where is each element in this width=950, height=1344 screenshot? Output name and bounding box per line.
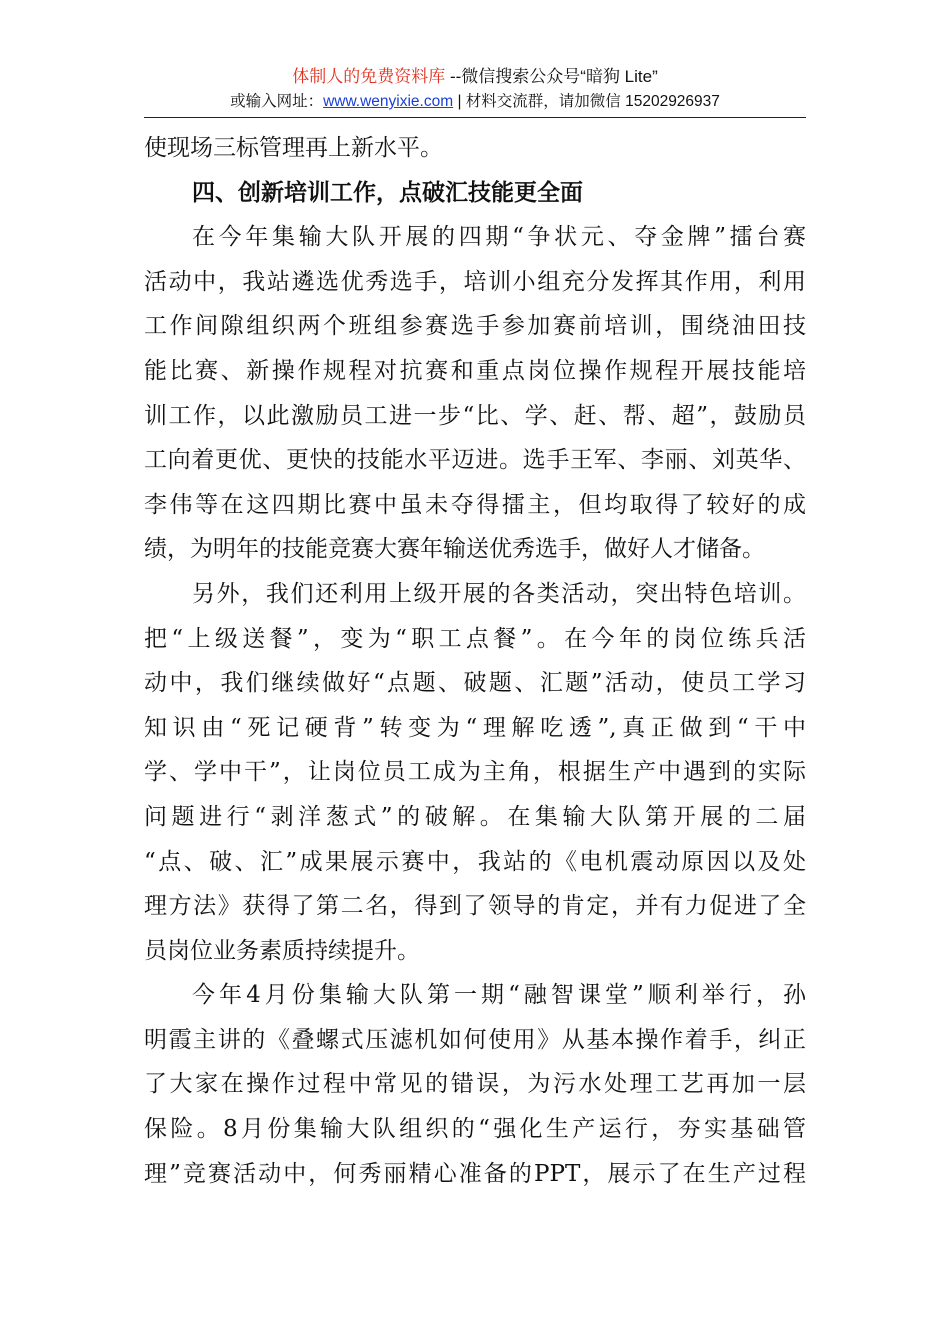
paragraph-line: 使现场三标管理再上新水平。 <box>144 135 443 161</box>
paragraph-line: 理”竞赛活动中，何秀丽精心准备的PPT，展示了在生产过程 <box>144 1160 806 1187</box>
paragraph-line: 活动中，我站遴选优秀选手，培训小组充分发挥其作用，利用 <box>144 268 806 295</box>
paragraph-line: 绩，为明年的技能竞赛大赛年输送优秀选手，做好人才储备。 <box>144 536 765 563</box>
paragraph-line: 学、学中干”，让岗位员工成为主角，根据生产中遇到的实际 <box>144 759 806 786</box>
brand-name: 体制人的免费资料库 <box>292 67 446 86</box>
paragraph-line: 保险。8月份集输大队组织的“强化生产运行，夯实基础管 <box>144 1116 806 1143</box>
paragraph-line: 另外，我们还利用上级开展的各类活动，突出特色培训。 <box>192 580 806 607</box>
paragraph-line: 知识由“死记硬背”转变为“理解吃透”,真正做到“干中 <box>144 714 806 741</box>
website-link[interactable]: www.wenyixie.com <box>323 93 454 110</box>
search-note: --微信搜索公众号“暗狗 Lite” <box>445 67 658 86</box>
paragraph-line: “点、破、汇”成果展示赛中，我站的《电机震动原因以及处 <box>144 848 806 875</box>
paragraph-line: 在今年集输大队开展的四期“争状元、夺金牌”擂台赛 <box>192 224 806 251</box>
url-prefix: 或输入网址： <box>230 93 324 110</box>
paragraph-line: 把“上级送餐”，变为“职工点餐”。在今年的岗位练兵活 <box>144 625 806 652</box>
paragraph-line: 今年4月份集输大队第一期“融智课堂”顺利举行，孙 <box>192 982 806 1009</box>
paragraph-line: 能比赛、新操作规程对抗赛和重点岗位操作规程开展技能培 <box>144 357 806 384</box>
paragraph-line: 了大家在操作过程中常见的错误，为污水处理工艺再加一层 <box>144 1071 806 1098</box>
header-line-2 <box>144 90 806 114</box>
header-line-1 <box>144 64 806 90</box>
paragraph-line: 工向着更优、更快的技能水平迈进。选手王军、李丽、刘英华、 <box>144 447 806 474</box>
paragraph-line: 工作间隙组织两个班组参赛选手参加赛前培训，围绕油田技 <box>144 313 806 340</box>
paragraph-line: 理方法》获得了第二名，得到了领导的肯定，并有力促进了全 <box>144 893 806 920</box>
watermark-header <box>144 64 806 114</box>
paragraph-line: 问题进行“剥洋葱式”的破解。在集输大队第开展的二届 <box>144 803 806 830</box>
paragraph-line: 动中，我们继续做好“点题、破题、汇题”活动，使员工学习 <box>144 670 806 697</box>
contact-info: | 材料交流群，请加微信 15202926937 <box>453 93 720 110</box>
paragraph-line: 李伟等在这四期比赛中虽未夺得擂主，但均取得了较好的成 <box>144 491 806 518</box>
document-body <box>144 126 806 1196</box>
header-divider <box>144 117 806 118</box>
paragraph-line: 明霞主讲的《叠螺式压滤机如何使用》从基本操作着手，纠正 <box>144 1026 806 1053</box>
section-heading: 四、创新培训工作，点破汇技能更全面 <box>192 179 583 206</box>
paragraph-line: 训工作，以此激励员工进一步“比、学、赶、帮、超”，鼓励员 <box>144 402 806 429</box>
paragraph-line: 员岗位业务素质持续提升。 <box>144 937 420 964</box>
